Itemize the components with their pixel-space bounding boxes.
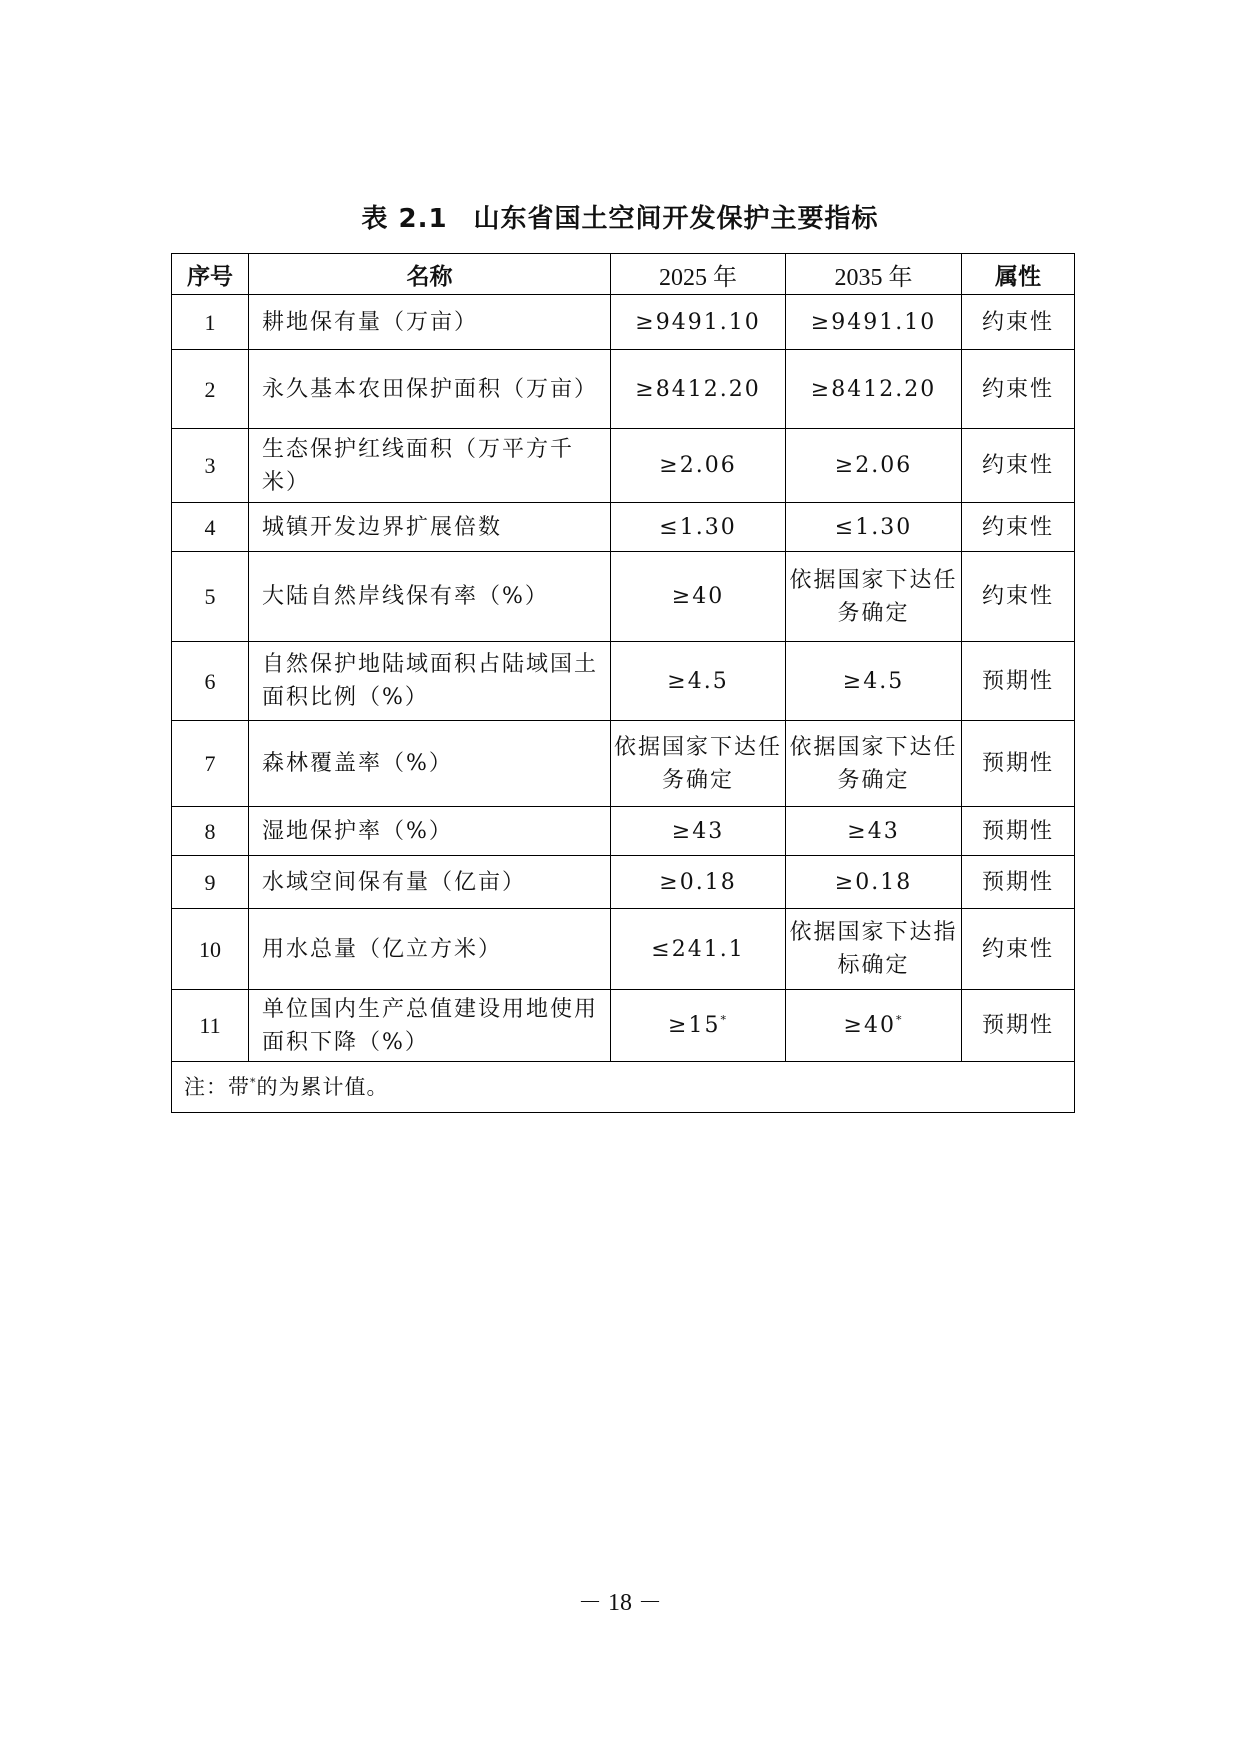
row-2035: ≤1.30: [786, 503, 962, 552]
table-caption-label: 表 2.1: [361, 204, 448, 234]
header-name: 名称: [249, 254, 611, 295]
row-number: 9: [172, 856, 249, 909]
header-attribute: 属性: [962, 254, 1075, 295]
row-name: 大陆自然岸线保有率（%）: [249, 552, 611, 642]
row-2025: ≥4.5: [611, 642, 786, 721]
row-2025: ≥43: [611, 807, 786, 856]
cumulative-marker: *: [895, 1013, 904, 1027]
row-attribute: 预期性: [962, 721, 1075, 807]
row-2025: ≥0.18: [611, 856, 786, 909]
row-attribute: 约束性: [962, 295, 1075, 350]
row-2035: 依据国家下达任务确定: [786, 721, 962, 807]
row-name: 单位国内生产总值建设用地使用面积下降（%）: [249, 990, 611, 1062]
row-2035: ≥0.18: [786, 856, 962, 909]
table-row: [172, 503, 1075, 552]
row-number: 10: [172, 909, 249, 990]
header-no: 序号: [172, 254, 249, 295]
row-number: 7: [172, 721, 249, 807]
row-2035: ≥8412.20: [786, 350, 962, 429]
row-attribute: 约束性: [962, 909, 1075, 990]
row-2035: ≥4.5: [786, 642, 962, 721]
row-attribute: 约束性: [962, 552, 1075, 642]
table-caption: [0, 198, 1240, 235]
table-row: [172, 807, 1075, 856]
row-2035: 依据国家下达指标确定: [786, 909, 962, 990]
row-number: 11: [172, 990, 249, 1062]
row-name: 耕地保有量（万亩）: [249, 295, 611, 350]
row-number: 4: [172, 503, 249, 552]
row-number: 3: [172, 429, 249, 503]
row-number: 8: [172, 807, 249, 856]
table-note: [172, 1062, 1075, 1113]
row-2025: ≥2.06: [611, 429, 786, 503]
table-note-row: [172, 1062, 1075, 1113]
row-2035: ≥9491.10: [786, 295, 962, 350]
table-row: [172, 856, 1075, 909]
row-2025: ≥40: [611, 552, 786, 642]
row-2035: 依据国家下达任务确定: [786, 552, 962, 642]
row-2025: ≤241.1: [611, 909, 786, 990]
table-row: [172, 429, 1075, 503]
row-attribute: 预期性: [962, 856, 1075, 909]
header-2025: 2025 年: [611, 254, 786, 295]
table-row: [172, 909, 1075, 990]
page-number: － 18 －: [578, 1590, 662, 1616]
row-attribute: 预期性: [962, 642, 1075, 721]
indicator-table: [171, 253, 1075, 1113]
row-attribute: 约束性: [962, 503, 1075, 552]
row-name: 湿地保护率（%）: [249, 807, 611, 856]
row-attribute: 预期性: [962, 990, 1075, 1062]
row-name: 生态保护红线面积（万平方千米）: [249, 429, 611, 503]
table-caption-text: 山东省国土空间开发保护主要指标: [473, 204, 879, 234]
row-attribute: 约束性: [962, 350, 1075, 429]
row-name: 永久基本农田保护面积（万亩）: [249, 350, 611, 429]
row-name: 水域空间保有量（亿亩）: [249, 856, 611, 909]
header-2035: 2035 年: [786, 254, 962, 295]
note-suffix: 的为累计值。: [256, 1074, 389, 1099]
row-2025: [611, 990, 786, 1062]
table-row: [172, 721, 1075, 807]
row-attribute: 预期性: [962, 807, 1075, 856]
cumulative-marker: *: [720, 1013, 728, 1027]
row-name: 森林覆盖率（%）: [249, 721, 611, 807]
row-number: 2: [172, 350, 249, 429]
row-2035: [786, 990, 962, 1062]
table-row: [172, 295, 1075, 350]
row-name: 城镇开发边界扩展倍数: [249, 503, 611, 552]
row-2025: ≥9491.10: [611, 295, 786, 350]
row-2025: ≥8412.20: [611, 350, 786, 429]
table-row: [172, 642, 1075, 721]
cumulative-marker: *: [250, 1075, 257, 1089]
row-2035: ≥43: [786, 807, 962, 856]
row-attribute: 约束性: [962, 429, 1075, 503]
table-row: [172, 552, 1075, 642]
row-number: 6: [172, 642, 249, 721]
row-2025-value: ≥15: [668, 1013, 721, 1038]
table-row: [172, 990, 1075, 1062]
note-prefix: 注：带: [184, 1074, 250, 1099]
row-2025: 依据国家下达任务确定: [611, 721, 786, 807]
row-2025: ≤1.30: [611, 503, 786, 552]
row-2035: ≥2.06: [786, 429, 962, 503]
row-name: 用水总量（亿立方米）: [249, 909, 611, 990]
row-number: 5: [172, 552, 249, 642]
table-row: [172, 350, 1075, 429]
row-name: 自然保护地陆域面积占陆域国土面积比例（%）: [249, 642, 611, 721]
row-2035-value: ≥40: [843, 1013, 896, 1038]
table-header-row: [172, 254, 1075, 295]
row-number: 1: [172, 295, 249, 350]
